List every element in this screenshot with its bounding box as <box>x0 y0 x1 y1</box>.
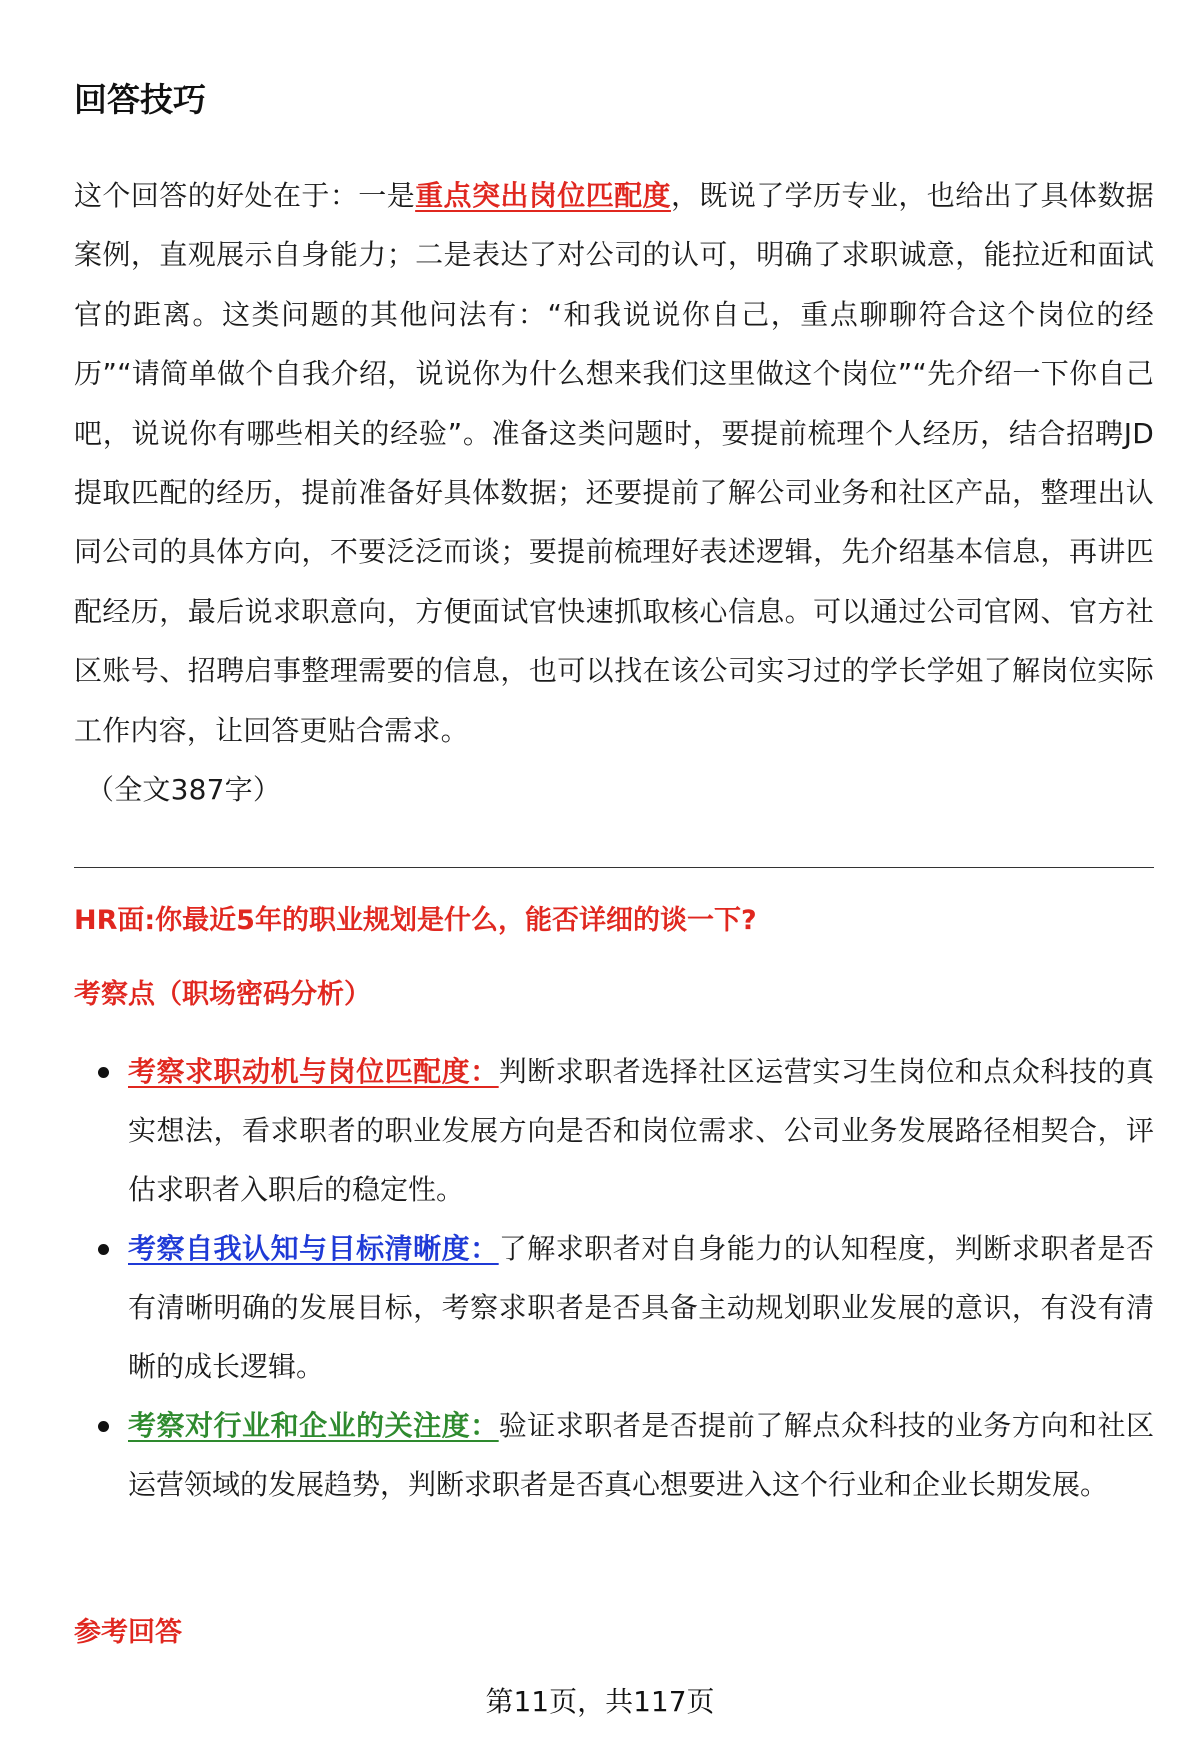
highlight-keyword: 重点突出岗位匹配度 <box>415 179 671 212</box>
list-item <box>74 1042 1154 1219</box>
answer-tips-paragraph <box>74 166 1154 819</box>
point-text: 了解求职者对自身能力的认知程度，判断求职者是否有清晰明确的发展目标，考察求职者是否具备主动规划职业发展的意识，有没有清晰的成长逻辑。 <box>128 1232 1154 1383</box>
reference-answer-heading: 参考回答 <box>74 1617 182 1648</box>
paragraph-text-before: 这个回答的好处在于：一是 <box>74 179 416 212</box>
section-title: 回答技巧 <box>74 80 206 119</box>
point-text: 判断求职者选择社区运营实习生岗位和点众科技的真实想法，看求职者的职业发展方向是否和岗位需求、公司业务发展路径相契合，评估求职者入职后的稳定性。 <box>128 1055 1154 1206</box>
list-item <box>74 1396 1154 1514</box>
point-keyword: 考察对行业和企业的关注度： <box>128 1409 499 1442</box>
page-number-footer: 第11页，共117页 <box>485 1685 715 1718</box>
interview-question: HR面:你最近5年的职业规划是什么，能否详细的谈一下? <box>74 905 757 936</box>
assessment-points-heading: 考察点（职场密码分析） <box>74 979 371 1010</box>
word-count: （全文387字） <box>86 773 282 807</box>
assessment-points-list <box>74 1042 1154 1514</box>
list-item <box>74 1219 1154 1396</box>
point-keyword: 考察求职动机与岗位匹配度： <box>128 1055 499 1088</box>
bullet-icon <box>98 1067 109 1078</box>
point-keyword: 考察自我认知与目标清晰度： <box>128 1232 499 1265</box>
bullet-icon <box>98 1421 109 1432</box>
paragraph-text-after: ，既说了学历专业，也给出了具体数据案例，直观展示自身能力；二是表达了对公司的认可，明确了求职诚意，能拉近和面试官的距离。这类问题的其他问法有：“和我说说你自己，重点聊聊符合这个岗位的经历”“请简单做个自我介绍，说说你为什么想来我们这里做这个岗位”“先介绍一下你自己吧，说说你有哪些相关的经验”。准备这类问题时，要提前梳理个人经历，结合招聘JD提取匹配的经历，提前准备好具体数据；还要提前了解公司业务和社区产品，整理出认同公司的具体方向，不要泛泛而谈；要提前梳理好表述逻辑，先介绍基本信息，再讲匹配经历，最后说求职意向，方便面试官快速抓取核心信息。可以通过公司官网、官方社区账号、招聘启事整理需要的信息，也可以找在该公司实习过的学长学姐了解岗位实际工作内容，让回答更贴合需求。 <box>74 179 1154 747</box>
section-divider <box>74 867 1154 868</box>
bullet-icon <box>98 1244 109 1255</box>
point-text: 验证求职者是否提前了解点众科技的业务方向和社区运营领域的发展趋势，判断求职者是否真心想要进入这个行业和企业长期发展。 <box>128 1409 1154 1501</box>
